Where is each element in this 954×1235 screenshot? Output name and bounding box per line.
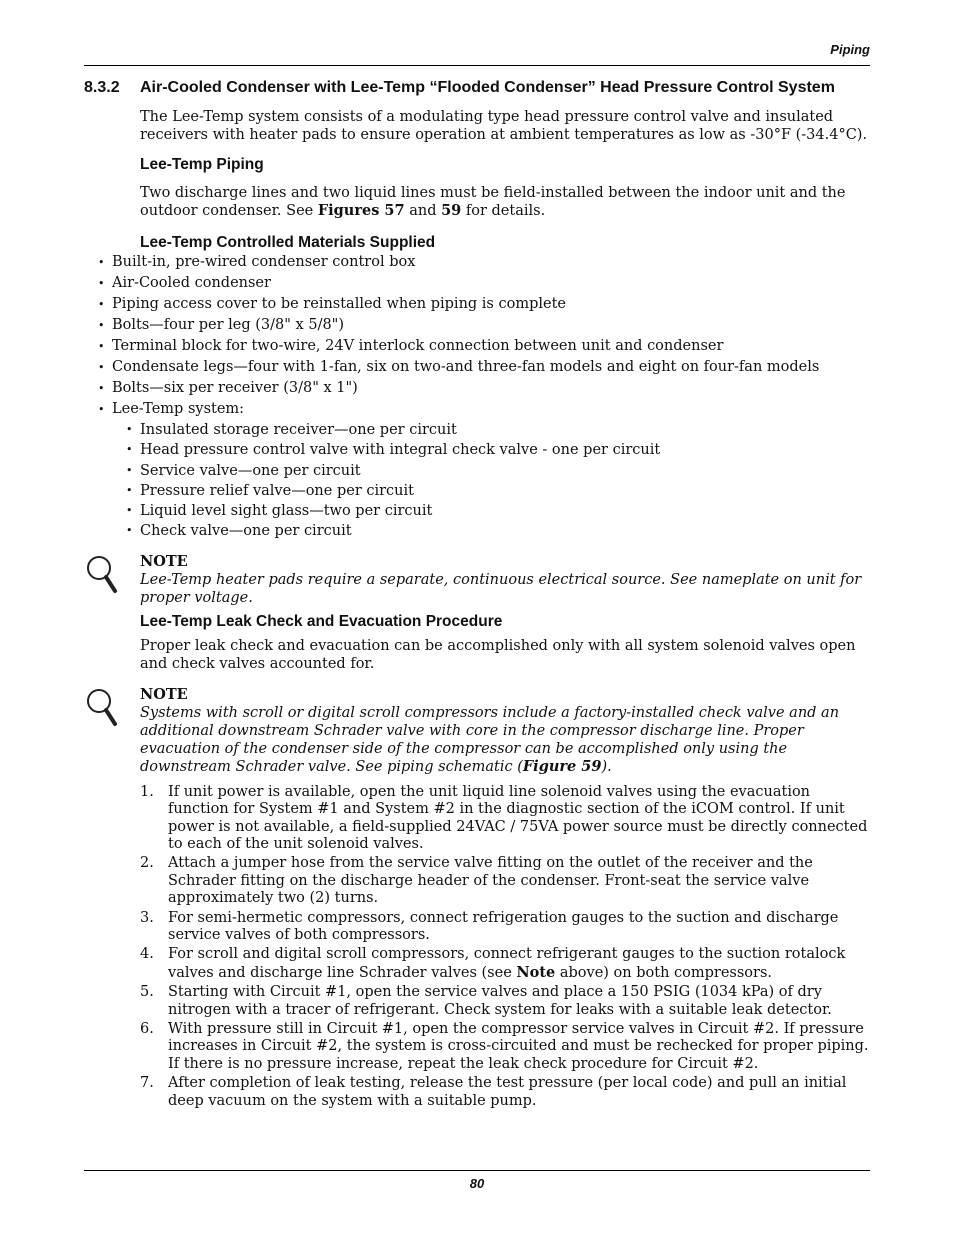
note-title: NOTE — [140, 552, 188, 570]
list-item: • Condensate legs—four with 1-fan, six on two-and three-fan models and eight on four-fan models — [84, 357, 870, 378]
leak-intro-paragraph: Proper leak check and evacuation can be accomplished only with all system solenoid valves open and check valves accounted for. — [140, 637, 856, 672]
step-number: 1. — [140, 783, 154, 800]
step-text: For semi-hermetic compressors, connect refrigeration gauges to the suction and discharge service valves of both compressors. — [168, 909, 839, 944]
note-ref: Note — [516, 963, 556, 981]
note-text: Lee-Temp heater pads require a separate, continuous electrical source. See nameplate on unit for proper voltage. — [140, 571, 862, 606]
step-number: 7. — [140, 1075, 154, 1092]
procedure-step — [140, 946, 870, 982]
step-text: Attach a jumper hose from the service valve fitting on the outlet of the receiver and the Schrader fitting on the discharge header of the condenser. Front-seat the service valve approximately two (2) turns. — [168, 855, 813, 907]
list-item: • Built-in, pre-wired condenser control box — [84, 252, 870, 273]
step-number: 4. — [140, 946, 154, 963]
page-content — [84, 78, 870, 1112]
section-title: Air-Cooled Condenser with Lee-Temp “Flooded Condenser” Head Pressure Control System — [140, 79, 835, 96]
list-item: • Service valve—one per circuit — [112, 461, 870, 481]
list-item: • Bolts—six per receiver (3/8" x 1") — [84, 378, 870, 399]
piping-heading: Lee-Temp Piping — [140, 156, 264, 173]
step-number: 2. — [140, 855, 154, 872]
list-item: • Piping access cover to be reinstalled when piping is complete — [84, 294, 870, 315]
step-text: After completion of leak testing, release the test pressure (per local code) and pull an initial deep vacuum on the system with a suitable pump. — [168, 1075, 847, 1109]
magnifier-icon — [84, 552, 140, 607]
list-item: • Insulated storage receiver—one per circuit — [112, 420, 870, 440]
magnifier-icon — [84, 685, 140, 776]
note-scroll-compressors — [84, 685, 870, 776]
procedure-step — [140, 1021, 870, 1073]
intro-paragraph: The Lee-Temp system consists of a modulating type head pressure control valve and insulated receivers with heater pads to ensure operation at ambient temperatures as low as -30°F (-34.4°C). — [140, 109, 868, 143]
piping-text-2: and — [404, 203, 442, 219]
note-title: NOTE — [140, 685, 188, 703]
step-number: 3. — [140, 909, 154, 926]
procedure-step — [140, 984, 870, 1019]
header-rule — [84, 65, 870, 66]
figure-59-ref: Figure 59 — [522, 757, 602, 775]
list-item: • Bolts—four per leg (3/8" x 5/8") — [84, 315, 870, 336]
step-text: With pressure still in Circuit #1, open the compressor service valves in Circuit #2. If pressure increases in Circuit #2, the system is cross-circuited and must be rechecked for proper piping. If there is no pressure increase, repeat the leak check procedure for Circuit #2. — [168, 1021, 869, 1072]
materials-heading: Lee-Temp Controlled Materials Supplied — [140, 234, 436, 251]
section-body — [140, 108, 870, 252]
lee-temp-system-sublist — [112, 420, 870, 542]
figure-59-ref: 59 — [441, 202, 462, 219]
figure-57-ref: Figures 57 — [317, 202, 405, 219]
footer-rule — [84, 1170, 870, 1171]
step-number: 6. — [140, 1021, 154, 1038]
step-text — [168, 946, 870, 982]
step-text: Starting with Circuit #1, open the service valves and place a 150 PSIG (1034 kPa) of dry nitrogen with a tracer of refrigerant. Check system for leaks with a suitable leak detector. — [168, 984, 832, 1018]
note-body — [140, 552, 870, 607]
page-number: 80 — [469, 1176, 485, 1191]
materials-list — [84, 252, 870, 420]
procedure-step — [140, 855, 870, 907]
piping-text-1: Two discharge lines and two liquid lines must be field-installed between the indoor unit and the outdoor condenser. See — [140, 185, 846, 219]
leak-section — [140, 613, 870, 673]
list-item: • Pressure relief valve—one per circuit — [112, 481, 870, 501]
step-text-1: For scroll and digital scroll compressors, connect refrigerant gauges to the suction rotalock valves and discharge line Schrader valves (see — [168, 946, 846, 981]
list-item: • Lee-Temp system: — [84, 399, 870, 420]
note-body — [140, 685, 870, 776]
procedure-steps — [140, 784, 870, 1110]
running-header: Piping — [830, 42, 870, 57]
step-text-2: above) on both compressors. — [555, 964, 773, 981]
step-number: 5. — [140, 984, 154, 1001]
piping-text-3: for details. — [461, 203, 546, 219]
list-item: • Terminal block for two-wire, 24V interlock connection between unit and condenser — [84, 336, 870, 357]
procedure-step — [140, 784, 870, 854]
note-text-1: Systems with scroll or digital scroll compressors include a factory-installed check valve and an additional downstream Schrader valve with core in the compressor discharge line. Proper evacuation of the condenser side of the compressor can be accomplished only using the downstream Schrader valve. See piping schematic ( — [140, 704, 840, 775]
section-heading — [84, 78, 870, 97]
note-text-2: ). — [601, 758, 612, 775]
procedure-step — [140, 1075, 870, 1110]
step-text: If unit power is available, open the unit liquid line solenoid valves using the evacuation function for System #1 and System #2 in the diagnostic section of the iCOM control. If unit power is not available, a field-supplied 24VAC / 75VA power source must be directly connected to each of the unit solenoid valves. — [168, 783, 868, 852]
leak-heading: Lee-Temp Leak Check and Evacuation Procedure — [140, 612, 503, 630]
section-number: 8.3.2 — [84, 79, 120, 96]
list-item: • Head pressure control valve with integral check valve - one per circuit — [112, 440, 870, 460]
piping-paragraph — [140, 184, 870, 220]
note-heater-pads — [84, 552, 870, 607]
note-text — [140, 704, 870, 776]
procedure-step — [140, 910, 870, 945]
list-item: • Check valve—one per circuit — [112, 521, 870, 541]
list-item: • Liquid level sight glass—two per circuit — [112, 501, 870, 521]
list-item: • Air-Cooled condenser — [84, 273, 870, 294]
